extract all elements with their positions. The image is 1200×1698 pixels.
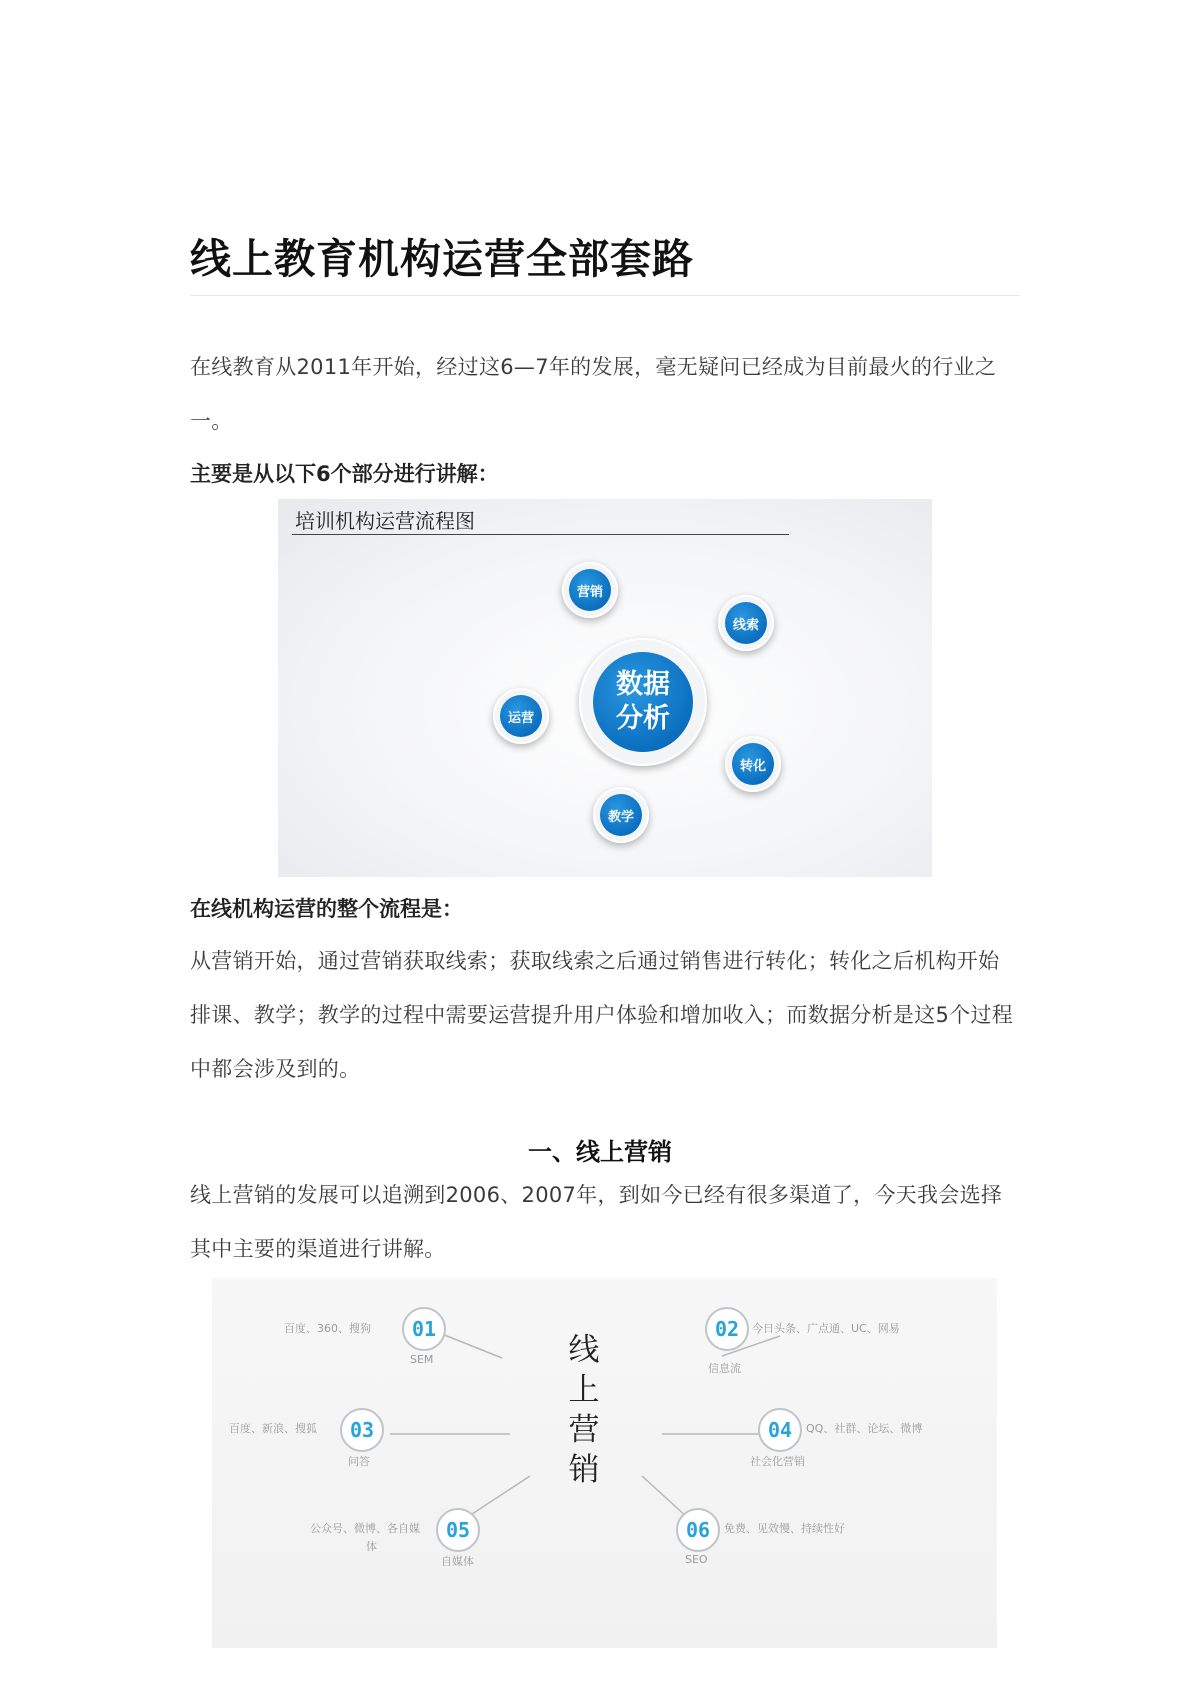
process-paragraph: 从营销开始，通过营销获取线索；获取线索之后通过销售进行转化；转化之后机构开始排课、教学；教学的过程中需要运营提升用户体验和增加收入；而数据分析是这5个过程中都会涉及到的。: [190, 949, 1014, 1081]
channel-02-number: 02: [714, 1317, 740, 1341]
channel-02-name: 信息流: [708, 1362, 741, 1375]
channel-05-detail-line1: 公众号、微博、各自媒: [310, 1522, 420, 1535]
figure-caption-rule: [292, 534, 789, 535]
channel-04-badge: [758, 1408, 802, 1452]
channel-03-number: 03: [349, 1418, 375, 1442]
channel-05-name: 自媒体: [441, 1555, 474, 1568]
connector-06: [642, 1476, 688, 1518]
figure-caption: 培训机构运营流程图: [295, 509, 475, 533]
section-heading-online-marketing: 一、线上营销: [528, 1138, 672, 1166]
operation-flow-figure: [278, 499, 932, 877]
channel-03-badge: [340, 1408, 384, 1452]
channel-03-name: 问答: [348, 1455, 370, 1468]
data-analysis-node: [593, 652, 693, 752]
center-label-line1: 数据: [616, 669, 670, 700]
parts-heading: 主要是从以下6个部分进行讲解：: [190, 462, 499, 486]
leads-node: 线索: [725, 602, 767, 644]
channel-02-detail: 今日头条、广点通、UC、网易: [752, 1322, 900, 1335]
intro-paragraph: 在线教育从2011年开始，经过这6—7年的发展，毫无疑问已经成为目前最火的行业之一。: [190, 355, 997, 433]
channel-02-badge: [705, 1307, 749, 1351]
teaching-node: 教学: [600, 794, 642, 836]
title-char: 销: [568, 1452, 600, 1488]
channel-01-badge: [402, 1307, 446, 1351]
process-heading: 在线机构运营的整个流程是：: [190, 897, 463, 921]
channel-06-name: SEO: [685, 1553, 708, 1566]
channel-06-badge: [676, 1508, 720, 1552]
channel-01-name: SEM: [410, 1353, 434, 1366]
channel-05-detail-line2: 体: [366, 1540, 377, 1553]
title-char: 线: [568, 1332, 600, 1368]
article-title: 线上教育机构运营全部套路: [190, 235, 694, 283]
channel-06-number: 06: [685, 1518, 711, 1542]
operations-node: 运营: [500, 695, 542, 737]
title-char: 上: [568, 1372, 600, 1408]
channel-01-number: 01: [411, 1317, 437, 1341]
channel-04-detail: QQ、社群、论坛、微博: [806, 1422, 923, 1435]
title-divider: [190, 295, 1020, 296]
channel-05-badge: [436, 1508, 480, 1552]
online-marketing-channels-figure: [212, 1278, 997, 1648]
channel-03-detail: 百度、新浪、搜狐: [229, 1422, 317, 1435]
channel-01-detail: 百度、360、搜狗: [284, 1322, 371, 1335]
online-marketing-vertical-title: [564, 1330, 604, 1490]
channel-06-detail: 免费、见效慢、持续性好: [724, 1522, 845, 1535]
channel-04-name: 社会化营销: [750, 1455, 805, 1468]
channel-05-number: 05: [445, 1518, 471, 1542]
connector-05: [466, 1476, 530, 1518]
connector-01: [442, 1334, 502, 1358]
conversion-node: 转化: [732, 743, 774, 785]
marketing-node: 营销: [569, 569, 611, 611]
title-char: 营: [568, 1412, 600, 1448]
center-label-line2: 分析: [616, 703, 670, 734]
channel-04-number: 04: [767, 1418, 793, 1442]
section1-paragraph: 线上营销的发展可以追溯到2006、2007年，到如今已经有很多渠道了，今天我会选择其中主要的渠道进行讲解。: [190, 1183, 1003, 1261]
